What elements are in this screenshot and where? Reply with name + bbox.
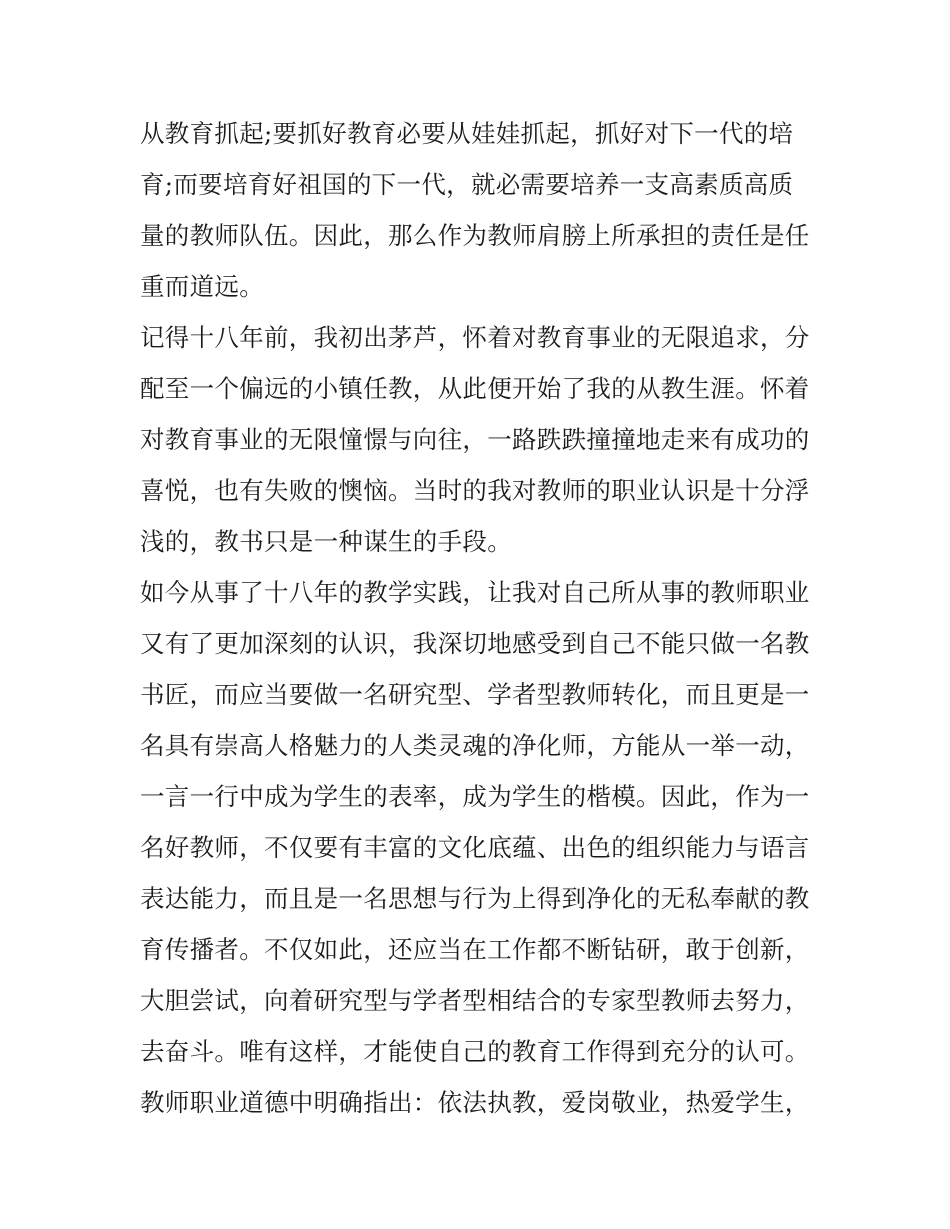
text-line: 育传播者。不仅如此，还应当在工作都不断钻研，敢于创新， xyxy=(140,935,810,964)
text-line: 重而道远。 xyxy=(140,272,264,301)
text-line: 育;而要培育好祖国的下一代，就必需要培养一支高素质高质 xyxy=(140,170,794,199)
text-line: 从教育抓起;要抓好教育必要从娃娃抓起，抓好对下一代的培 xyxy=(140,119,794,148)
text-line: 教师职业道德中明确指出：依法执教，爱岗敬业，热爱学生， xyxy=(140,1088,810,1117)
text-line: 名好教师，不仅要有丰富的文化底蕴、出色的组织能力与语言 xyxy=(140,833,810,862)
text-line: 浅的，教书只是一种谋生的手段。 xyxy=(140,527,512,556)
text-line: 一言一行中成为学生的表率，成为学生的楷模。因此，作为一 xyxy=(140,782,810,811)
text-line: 名具有崇高人格魅力的人类灵魂的净化师，方能从一举一动， xyxy=(140,731,810,760)
text-line: 对教育事业的无限憧憬与向往，一路跌跌撞撞地走来有成功的 xyxy=(140,425,810,454)
text-line: 又有了更加深刻的认识，我深切地感受到自己不能只做一名教 xyxy=(140,629,810,658)
text-line: 配至一个偏远的小镇任教，从此便开始了我的从教生涯。怀着 xyxy=(140,374,810,403)
text-line: 喜悦，也有失败的懊恼。当时的我对教师的职业认识是十分浮 xyxy=(140,476,810,505)
text-line: 表达能力，而且是一名思想与行为上得到净化的无私奉献的教 xyxy=(140,884,810,913)
text-line: 记得十八年前，我初出茅芦，怀着对教育事业的无限追求，分 xyxy=(140,323,810,352)
text-line: 如今从事了十八年的教学实践，让我对自己所从事的教师职业 xyxy=(140,578,810,607)
text-line: 量的教师队伍。因此，那么作为教师肩膀上所承担的责任是任 xyxy=(140,221,810,250)
text-line: 书匠，而应当要做一名研究型、学者型教师转化，而且更是一 xyxy=(140,680,810,709)
text-line: 去奋斗。唯有这样，才能使自己的教育工作得到充分的认可。 xyxy=(140,1037,810,1066)
text-line: 大胆尝试，向着研究型与学者型相结合的专家型教师去努力， xyxy=(140,986,810,1015)
body-text xyxy=(140,108,812,1128)
